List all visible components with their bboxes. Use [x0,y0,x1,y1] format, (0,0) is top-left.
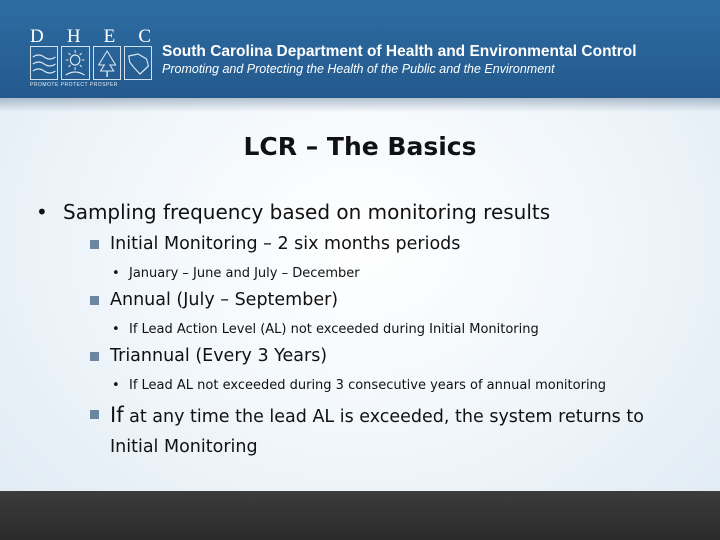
bullet-level-2 [110,234,460,254]
bullet-lead-word: If [110,403,124,427]
bullet-text: at any time the lead AL is exceeded, the system returns to Initial Monitoring [110,407,644,457]
bullet-square-icon [90,240,99,249]
bullet-text: Triannual (Every 3 Years) [110,346,328,366]
bullet-text: Initial Monitoring – 2 six months periods [110,234,461,254]
bullet-level-2 [110,290,338,310]
bullet-dot-icon: • [112,266,120,281]
bullet-level-3 [112,378,607,393]
logo-tagline: PROMOTE PROTECT PROSPER [30,82,118,88]
bullet-square-icon [90,410,99,419]
bullet-text: January – June and July – December [129,266,360,281]
bullet-level-3 [112,322,539,337]
bullet-dot-icon: • [112,378,120,393]
logo-letter: E [103,26,117,47]
bullet-level-2 [110,400,670,462]
bullet-text: If Lead AL not exceeded during 3 consecutive years of annual monitoring [129,378,607,393]
org-name: South Carolina Department of Health and Environmental Control [162,43,637,60]
logo-letter: H [66,26,82,47]
bullet-square-icon [90,296,99,305]
bullet-level-2 [110,346,327,366]
footer-bar [0,491,720,540]
logo-letter: C [138,26,152,47]
bullet-level-3 [112,266,360,281]
slide-title: LCR – The Basics [243,132,477,161]
bullet-square-icon [90,352,99,361]
bullet-text: If Lead Action Level (AL) not exceeded during Initial Monitoring [129,322,539,337]
bullet-level-1 [36,200,551,224]
bullet-text: Annual (July – September) [110,290,339,310]
bullet-dot-icon: • [112,322,120,337]
bullet-text: Sampling frequency based on monitoring results [63,200,551,224]
logo-letter: D [30,26,45,47]
org-tagline: Promoting and Protecting the Health of the Public and the Environment [162,62,555,76]
bullet-dot-icon: • [36,200,48,224]
